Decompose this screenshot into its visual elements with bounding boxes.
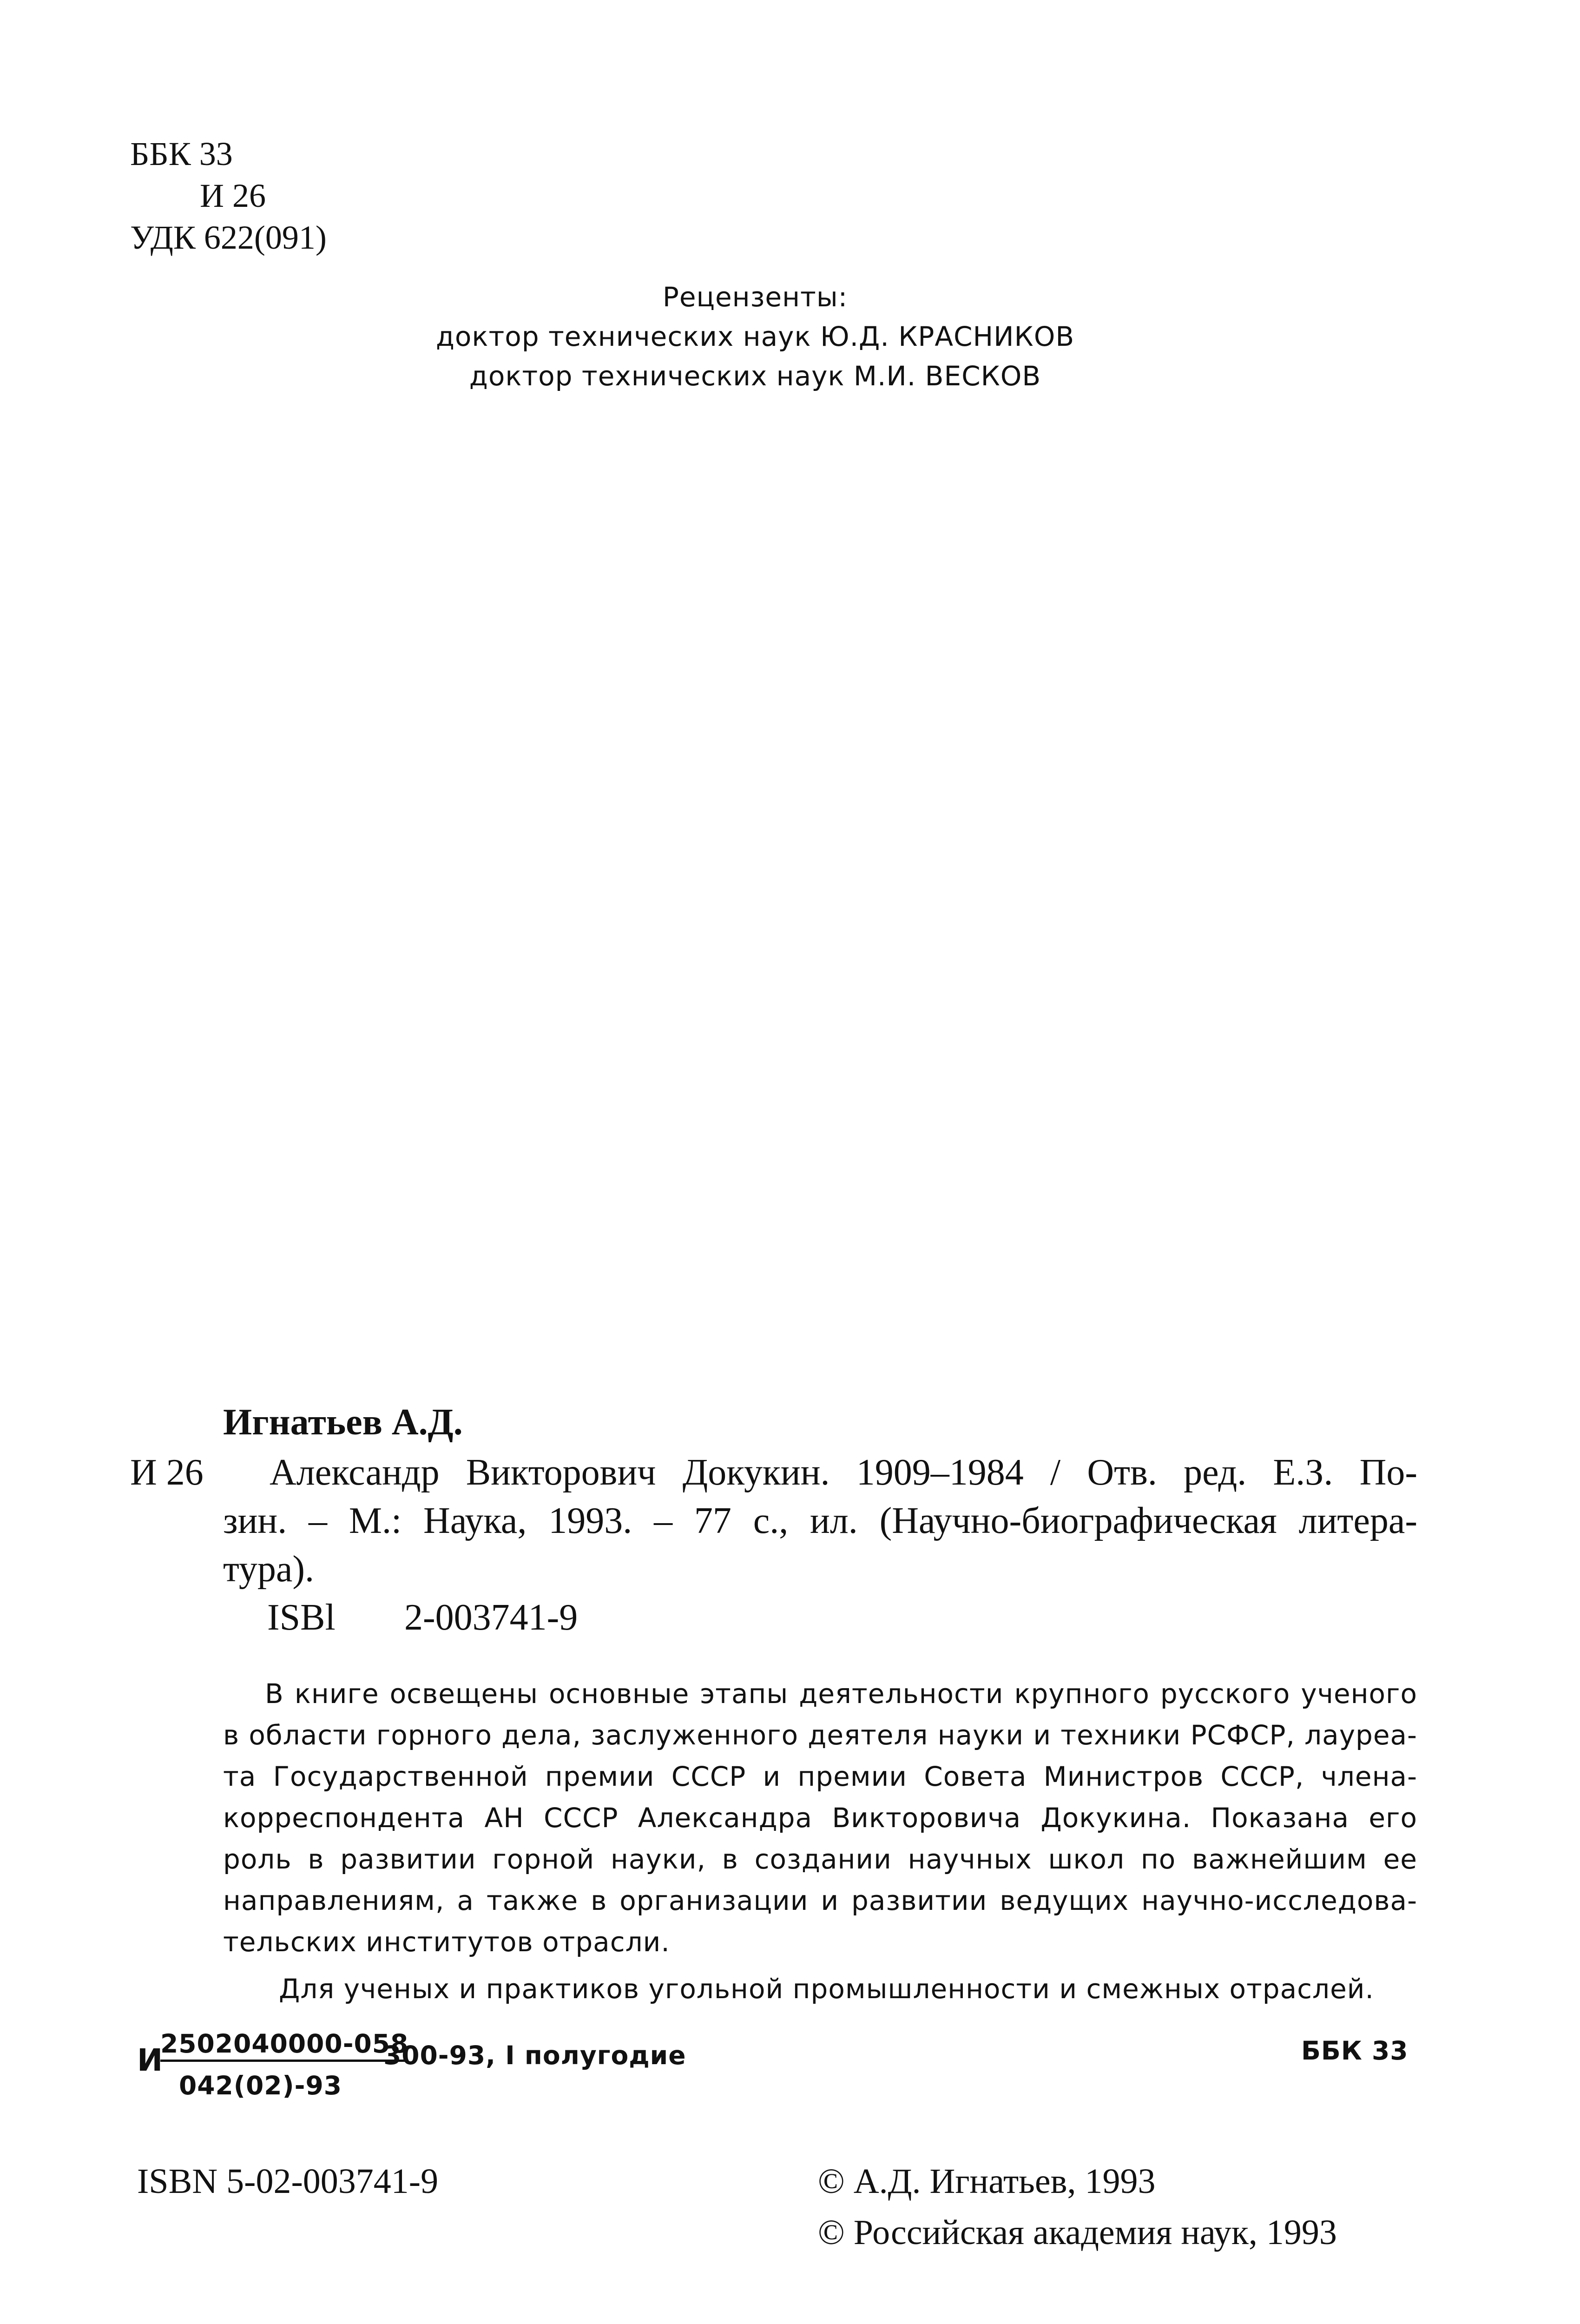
copyright-author: © А.Д. Игнатьев, 1993 (818, 2162, 1156, 2201)
book-author: Игнатьев А.Д. (223, 1402, 463, 1443)
entry-isbn-label: ISBl (267, 1597, 336, 1638)
annotation (223, 1680, 1417, 1970)
reviewers-heading: Рецензенты: (662, 281, 848, 313)
entry-line: тура). (223, 1549, 315, 1590)
index-prefix: И (137, 2042, 164, 2078)
annotation-line: роль в развитии горной науки, в создании научных школ по важнейшим ее (223, 1843, 1417, 1875)
udk-code: УДК 622(091) (130, 219, 327, 256)
index-suffix: 300-93, I полугодие (383, 2040, 686, 2070)
bbk-code: ББК 33 (130, 135, 233, 172)
entry-line: зин. – М.: Наука, 1993. – 77 с., ил. (Научно-биографическая литера- (223, 1500, 1417, 1541)
entry-mark: И 26 (130, 1452, 204, 1493)
annotation-line: в области горного дела, заслуженного деятеля науки и техники РСФСР, лауреа- (223, 1719, 1417, 1751)
reviewer-line: доктор технических наук Ю.Д. КРАСНИКОВ (435, 321, 1075, 352)
annotation-line: направлениям, а также в организации и развитии ведущих научно-исследова- (223, 1885, 1417, 1916)
annotation-line: та Государственной премии СССР и премии Совета Министров СССР, члена- (223, 1761, 1417, 1792)
reviewer-line: доктор технических наук М.И. ВЕСКОВ (469, 360, 1041, 392)
annotation-line: тельских институтов отрасли. (223, 1926, 670, 1958)
entry-line: Александр Викторович Докукин. 1909–1984 / Отв. ред. Е.З. По- (270, 1452, 1417, 1493)
annotation-line: корреспондента АН СССР Александра Викторовича Докукина. Показана его (223, 1802, 1417, 1834)
copyright-publisher: © Российская академия наук, 1993 (818, 2213, 1337, 2252)
entry-isbn-partial: 2-003741-9 (404, 1597, 578, 1638)
audience-note: Для ученых и практиков угольной промышленности и смежных отраслей. (279, 1973, 1374, 2005)
index-bbk: ББК 33 (1301, 2036, 1409, 2066)
annotation-line: В книге освещены основные этапы деятельности крупного русского ученого (265, 1678, 1417, 1710)
index-numerator: 2502040000-058 (160, 2031, 408, 2062)
index-denominator: 042(02)-93 (179, 2071, 342, 2100)
isbn: ISBN 5-02-003741-9 (137, 2162, 439, 2201)
author-mark: И 26 (200, 177, 266, 214)
